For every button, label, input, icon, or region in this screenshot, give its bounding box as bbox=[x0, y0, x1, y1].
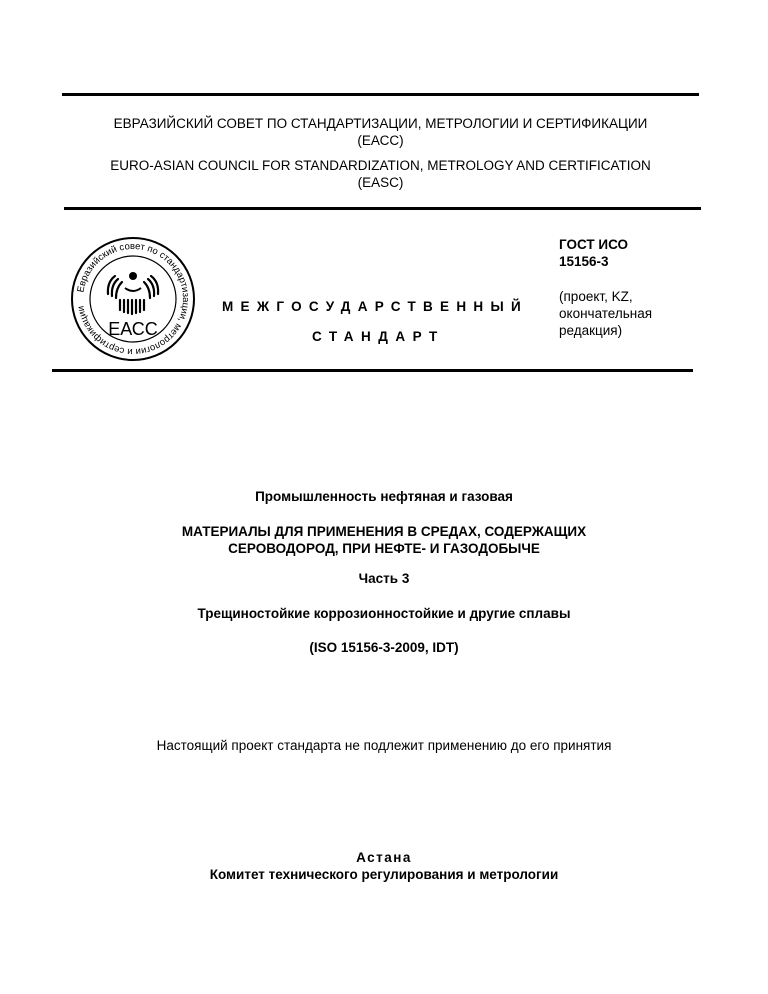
middle-rule bbox=[64, 207, 701, 210]
gost-designation bbox=[559, 236, 699, 270]
council-abbr-en: (EASC) bbox=[357, 175, 404, 190]
easc-logo bbox=[70, 236, 196, 362]
title-line-1: МАТЕРИАЛЫ ДЛЯ ПРИМЕНЕНИЯ В СРЕДАХ, СОДЕРЖАЩИХ bbox=[181, 524, 587, 539]
publication-city: Астана bbox=[356, 850, 412, 865]
logo-ring-text: Евразийский совет по стандартизации, метрологии и сертификации bbox=[75, 240, 192, 358]
council-abbr-ru: (ЕАСС) bbox=[357, 133, 404, 148]
council-name-ru-text: ЕВРАЗИЙСКИЙ СОВЕТ ПО СТАНДАРТИЗАЦИИ, МЕТРОЛОГИИ И СЕРТИФИКАЦИИ bbox=[113, 116, 648, 131]
iso-reference: (ISO 15156-3-2009, IDT) bbox=[309, 640, 459, 655]
status-line-3: редакция) bbox=[559, 323, 623, 338]
interstate-label: МЕЖГОСУДАРСТВЕННЫЙ bbox=[222, 299, 528, 314]
standard-label: СТАНДАРТ bbox=[312, 329, 445, 344]
top-rule bbox=[62, 93, 699, 96]
council-name-ru bbox=[62, 115, 699, 149]
logo-abbr: ЕАСС bbox=[108, 319, 158, 339]
status-line-1: (проект, KZ, bbox=[559, 289, 633, 304]
bottom-rule bbox=[52, 369, 693, 372]
title-line-2: СЕРОВОДОРОД, ПРИ НЕФТЕ- И ГАЗОДОБЫЧЕ bbox=[228, 541, 540, 556]
draft-notice: Настоящий проект стандарта не подлежит применению до его принятия bbox=[156, 738, 612, 753]
part-subtitle: Трещиностойкие коррозионностойкие и другие сплавы bbox=[197, 606, 571, 621]
part-number: Часть 3 bbox=[358, 571, 410, 586]
draft-status bbox=[559, 288, 699, 339]
council-name-en-text: EURO-ASIAN COUNCIL FOR STANDARDIZATION, METROLOGY AND CERTIFICATION bbox=[110, 158, 651, 173]
council-name-en bbox=[62, 157, 699, 191]
gost-line-1: ГОСТ ИСО bbox=[559, 237, 629, 252]
industry-title: Промышленность нефтяная и газовая bbox=[255, 489, 513, 504]
status-line-2: окончательная bbox=[559, 306, 653, 321]
gost-line-2: 15156-3 bbox=[559, 254, 609, 269]
document-title bbox=[40, 523, 728, 557]
publisher-committee: Комитет технического регулирования и метрологии bbox=[209, 867, 559, 882]
